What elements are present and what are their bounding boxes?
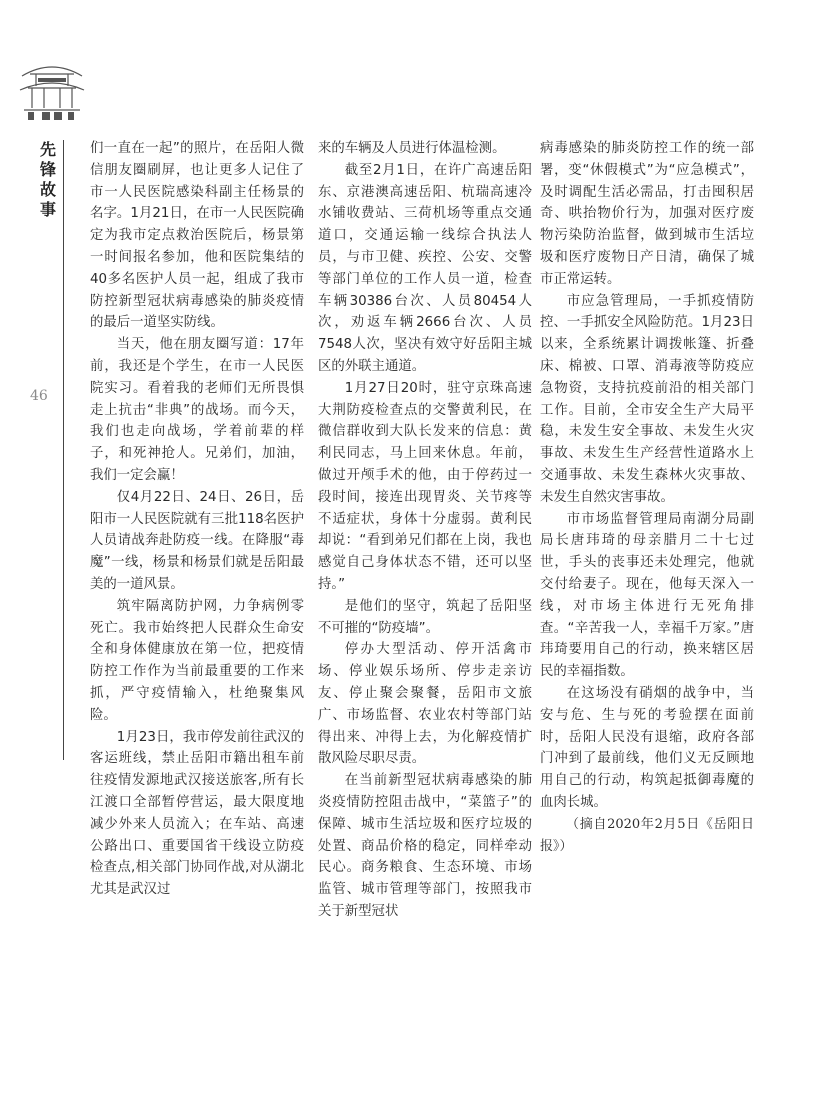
paragraph: 截至2月1日，在许广高速岳阳东、京港澳高速岳阳、杭瑞高速冷水铺收费站、三荷机场等重点交通道口，交通运输一线综合执法人员，与市卫健、疾控、公安、交警等部门单位的工作人员一道，检查车辆30386台次、人员80454人次，劝返车辆2666台次、人员7548人次，坚决有效守好岳阳主城区的外联主通道。: [318, 162, 532, 374]
paragraph: 1月27日20时，驻守京珠高速大荆防疫检查点的交警黄利民，在微信群收到大队长发来的信息：黄利民同志，马上回来休息。年前，做过开颅手术的他，由于停药过一段时间，接连出现胃炎、关节疼等不适症状，身体十分虚弱。黄利民却说：“看到弟兄们都在上岗，我也感觉自己身体状态不错，还可以坚持。”: [318, 380, 532, 592]
paragraph: 当天，他在朋友圈写道：17年前，我还是个学生，在市一人民医院实习。看着我的老师们无所畏惧走上抗击“非典”的战场。而今天，我们也走向战场，学着前辈的样子，和死神抢人。兄弟们，加油，我们一定会赢！: [90, 337, 304, 483]
paragraph: 来的车辆及人员进行体温检测。: [318, 141, 506, 156]
text-column-2: [318, 138, 532, 923]
text-column-3: [540, 138, 754, 857]
source-citation: （摘自2020年2月5日《岳阳日报》）: [540, 816, 754, 854]
section-divider: [63, 140, 64, 760]
paragraph: 市应急管理局，一手抓疫情防控、一手抓安全风险防范。1月23日以来，全系统累计调拨帐篷、折叠床、棉被、口罩、消毒液等防疫应急物资，支持抗疫前沿的相关部门工作。目前，全市安全生产大局平稳，未发生安全事故、未发生火灾事故、未发生生产经营性道路水上交通事故、未发生森林火灾事故、未发生自然灾害事故。: [540, 293, 754, 505]
page-number: 46: [30, 388, 48, 404]
paragraph: 病毒感染的肺炎防控工作的统一部署，变“休假模式”为“应急模式”，及时调配生活必需品，打击囤积居奇、哄抬物价行为，加强对医疗废物污染防治监督，做到城市生活垃圾和医疗废物日产日清，确保了城市正常运转。: [540, 141, 754, 287]
paragraph: 在当前新型冠状病毒感染的肺炎疫情防控阻击战中，“菜篮子”的保障、城市生活垃圾和医疗垃圾的处置、商品价格的稳定，同样牵动民心。商务粮食、生态环境、市场监管、城市管理等部门，按照我市关于新型冠状: [318, 773, 532, 919]
text-column-1: [90, 138, 304, 901]
paragraph: 们一直在一起”的照片，在岳阳人微信朋友圈刷屏，也让更多人记住了市一人民医院感染科副主任杨景的名字。1月21日，在市一人民医院确定为我市定点救治医院后，杨景第一时间报名参加，他和医院集结的40多名医护人员一起，组成了我市防控新型冠状病毒感染的肺炎疫情的最后一道坚实防线。: [90, 141, 304, 331]
paragraph: 筑牢隔离防护网，力争病例零死亡。我市始终把人民群众生命安全和身体健康放在第一位，把疫情防控工作作为当前最重要的工作来抓，严守疫情输入，杜绝聚集风险。: [90, 598, 304, 723]
paragraph: 是他们的坚守，筑起了岳阳坚不可摧的“防疫墙”。: [318, 598, 532, 636]
paragraph: 市市场监督管理局南湖分局副局长唐玮琦的母亲腊月二十七过世，手头的丧事还未处理完，他就交付给妻子。现在，他每天深入一线，对市场主体进行无死角排查。“辛苦我一人，幸福千万家。”唐玮琦要用自己的行动，换来辖区居民的幸福指数。: [540, 511, 754, 680]
paragraph: 仅4月22日、24日、26日，岳阳市一人民医院就有三批118名医护人员请战奔赴防疫一线。在降服“毒魔”一线，杨景和杨景们就是岳阳最美的一道风景。: [90, 489, 304, 592]
paragraph: 停办大型活动、停开活禽市场、停业娱乐场所、停步走亲访友、停止聚会聚餐，岳阳市文旅广、市场监督、农业农村等部门站得出来、冲得上去，为化解疫情扩散风险尽职尽责。: [318, 642, 532, 767]
paragraph: 在这场没有硝烟的战争中，当安与危、生与死的考验摆在面前时，岳阳人民没有退缩，政府各部门冲到了最前线，他们义无反顾地用自己的行动，构筑起抵御毒魔的血肉长城。: [540, 685, 754, 810]
section-tag: 先锋故事: [39, 140, 56, 219]
pavilion-emblem: [16, 56, 88, 126]
paragraph: 1月23日，我市停发前往武汉的客运班线，禁止岳阳市籍出租车前往疫情发源地武汉接送旅客,所有长江渡口全部暂停营运，最大限度地减少外来人员流入；在车站、高速公路出口、重要国省干线设立防疫检查点,相关部门协同作战,对从湖北尤其是武汉过: [90, 729, 304, 898]
